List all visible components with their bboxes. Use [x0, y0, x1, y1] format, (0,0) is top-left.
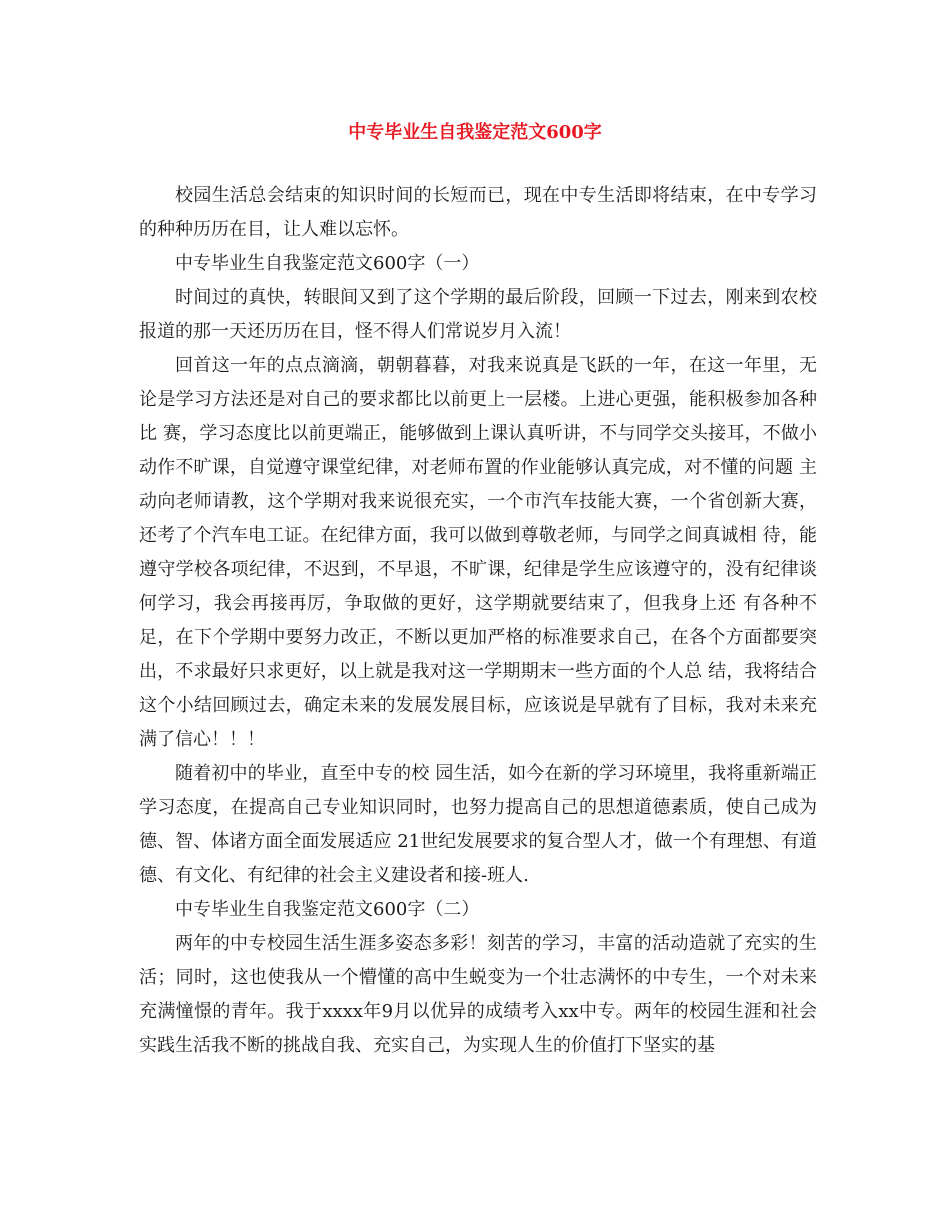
paragraph-one-b: 回首这一年的点点滴滴，朝朝暮暮，对我来说真是飞跃的一年，在这一年里，无论是学习方法还是对自己的要求都比以前更上一层楼。上进心更强，能积极参加各种比 赛，学习态度比以前更端正，能够做到上课认真听讲，不与同学交头接耳，不做小动作不旷课，自觉遵守课堂纪律，对老师布置的作业能够认真完成，对不懂的问题 主动向老师请教，这个学期对我来说很充实，一个市汽车技能大赛，一个省创新大赛，还考了个汽车电工证。在纪律方面，我可以做到尊敬老师，与同学之间真诚相 待，能遵守学校各项纪律，不迟到，不早退，不旷课，纪律是学生应该遵守的，没有纪律谈何学习，我会再接再厉，争取做的更好，这学期就要结束了，但我身上还 有各种不足，在下个学期中要努力改正，不断以更加严格的标准要求自己，在各个方面都要突出，不求最好只求更好，以上就是我对这一学期期末一些方面的个人总 结，我将结合这个小结回顾过去，确定未来的发展发展目标，应该说是早就有了目标，我对未来充满了信心！！！ — [139, 355, 817, 750]
section-heading-two: 中专毕业生自我鉴定范文600字（二） — [175, 899, 480, 920]
document-body — [139, 179, 817, 1063]
document-title: 中专毕业生自我鉴定范文600字 — [348, 122, 602, 143]
paragraph-one-a: 时间过的真快，转眼间又到了这个学期的最后阶段，回顾一下过去，刚来到农校报道的那一天还历历在目，怪不得人们常说岁月入流！ — [139, 287, 817, 342]
section-heading-one: 中专毕业生自我鉴定范文600字（一） — [175, 253, 480, 274]
paragraph-intro: 校园生活总会结束的知识时间的长短而已，现在中专生活即将结束，在中专学习的种种历历在目，让人难以忘怀。 — [139, 185, 817, 240]
paragraph-one-c: 随着初中的毕业，直至中专的校 园生活，如今在新的学习环境里，我将重新端正学习态度，在提高自己专业知识同时，也努力提高自己的思想道德素质，使自己成为德、智、体诸方面全面发展适应 21世纪发展要求的复合型人才，做一个有理想、有道德、有文化、有纪律的社会主义建设者和接-班人. — [139, 763, 817, 886]
paragraph-two-a: 两年的中专校园生活生涯多姿态多彩！刻苦的学习，丰富的活动造就了充实的生活；同时，这也使我从一个懵懂的高中生蜕变为一个壮志满怀的中专生，一个对未来充满憧憬的青年。我于xxxx年9月以优异的成绩考入xx中专。两年的校园生涯和社会实践生活我不断的挑战自我、充实自己，为实现人生的价值打下坚实的基 — [139, 933, 817, 1056]
